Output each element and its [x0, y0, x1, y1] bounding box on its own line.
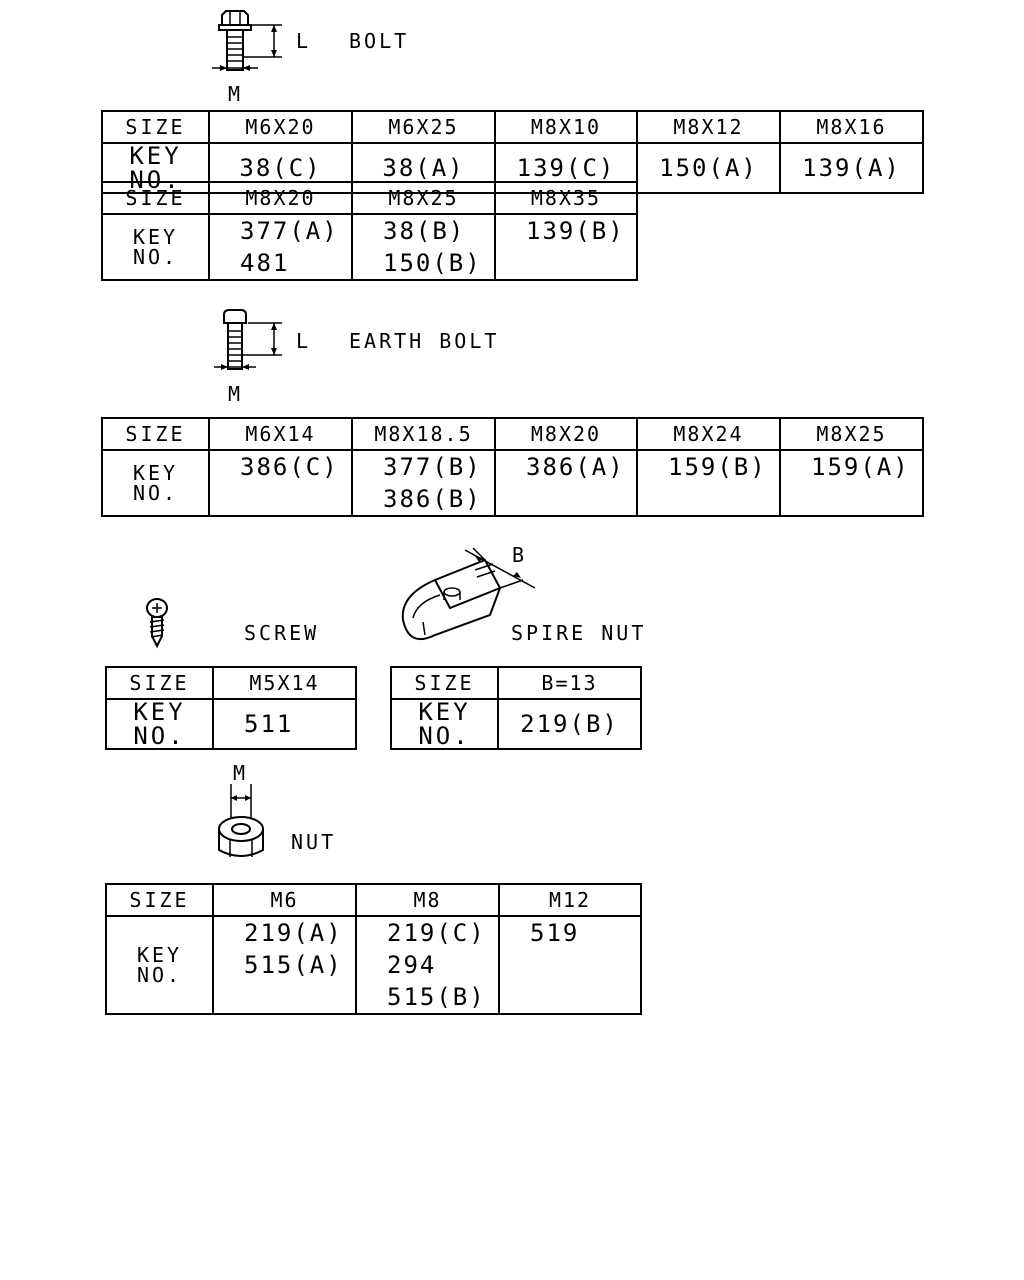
key-no-cell — [780, 450, 923, 516]
size-cell: M8X35 — [495, 182, 637, 214]
key-no-cell — [637, 450, 780, 516]
key-no-value: 386(A) — [526, 453, 625, 481]
key-no-value: 515(A) — [244, 951, 343, 979]
screw-table — [105, 666, 357, 750]
size-cell: M8X12 — [637, 111, 780, 143]
size-cell: M6 — [213, 884, 356, 916]
key-no-header: KEY NO. — [102, 143, 209, 193]
screw-icon — [138, 596, 178, 656]
key-no-value: 377(A) — [240, 217, 339, 245]
bolt-length-label: L — [296, 29, 312, 53]
key-no-cell: 139(A) — [780, 143, 923, 193]
size-cell: M8X16 — [780, 111, 923, 143]
key-no-cell — [495, 450, 637, 516]
key-no-value: 38(B) — [383, 217, 466, 245]
bolt-title: BOLT — [349, 29, 410, 53]
key-no-value: 386(B) — [383, 485, 482, 513]
key-no-cell — [213, 916, 356, 1014]
size-cell: M8X25 — [352, 182, 495, 214]
key-no-cell: 139(C) — [495, 143, 637, 193]
key-no-value: 139(B) — [526, 217, 625, 245]
key-no-cell: 150(A) — [637, 143, 780, 193]
key-no-cell: 38(C) — [209, 143, 352, 193]
bolt-table-2 — [101, 181, 638, 281]
size-cell: M8X18.5 — [352, 418, 495, 450]
spire-nut-title: SPIRE NUT — [511, 621, 647, 645]
size-cell: M6X25 — [352, 111, 495, 143]
key-no-value: 386(C) — [240, 453, 339, 481]
size-cell: M12 — [499, 884, 641, 916]
screw-title: SCREW — [244, 621, 320, 645]
spire-nut-table — [390, 666, 642, 750]
size-header: SIZE — [106, 667, 213, 699]
earth-bolt-diameter-label: M — [228, 382, 244, 406]
key-no-value: 219(C) — [387, 919, 486, 947]
key-no-value: 294 — [387, 951, 437, 979]
key-no-value: 377(B) — [383, 453, 482, 481]
nut-table — [105, 883, 642, 1015]
key-no-cell — [356, 916, 499, 1014]
size-cell: M5X14 — [213, 667, 356, 699]
size-header: SIZE — [106, 884, 213, 916]
key-no-cell — [352, 214, 495, 280]
earth-bolt-table — [101, 417, 924, 517]
earth-bolt-length-label: L — [296, 329, 312, 353]
nut-icon — [212, 782, 272, 862]
nut-title: NUT — [291, 830, 337, 854]
key-no-cell: 511 — [213, 699, 356, 749]
key-no-header: KEY NO. — [391, 699, 498, 749]
size-cell: M8X25 — [780, 418, 923, 450]
key-no-header: KEY NO. — [102, 214, 209, 280]
size-header: SIZE — [102, 418, 209, 450]
size-cell: M8X20 — [209, 182, 352, 214]
size-cell: M6X20 — [209, 111, 352, 143]
flange-bolt-icon — [210, 5, 290, 85]
size-header: SIZE — [391, 667, 498, 699]
earth-bolt-title: EARTH BOLT — [349, 329, 500, 353]
bolt-diameter-label: M — [228, 82, 244, 106]
key-no-header: KEY NO. — [106, 699, 213, 749]
key-no-value: 481 — [240, 249, 290, 277]
size-cell: M8X10 — [495, 111, 637, 143]
key-no-value: 159(A) — [811, 453, 910, 481]
size-header: SIZE — [102, 111, 209, 143]
key-no-header: KEY NO. — [102, 450, 209, 516]
size-cell: B=13 — [498, 667, 641, 699]
size-cell: M8X24 — [637, 418, 780, 450]
key-no-value: 519 — [530, 919, 580, 947]
key-no-cell — [209, 450, 352, 516]
key-no-value: 219(A) — [244, 919, 343, 947]
key-no-cell — [495, 214, 637, 280]
key-no-value: 150(B) — [383, 249, 482, 277]
earth-bolt-icon — [210, 305, 290, 385]
size-cell: M8X20 — [495, 418, 637, 450]
key-no-cell — [209, 214, 352, 280]
key-no-value: 515(B) — [387, 983, 486, 1011]
nut-diameter-label: M — [233, 761, 249, 785]
size-cell: M6X14 — [209, 418, 352, 450]
size-header: SIZE — [102, 182, 209, 214]
key-no-value: 159(B) — [668, 453, 767, 481]
spire-nut-width-label: B — [512, 543, 528, 567]
key-no-header: KEY NO. — [106, 916, 213, 1014]
key-no-cell — [352, 450, 495, 516]
key-no-cell: 219(B) — [498, 699, 641, 749]
size-cell: M8 — [356, 884, 499, 916]
key-no-cell: 38(A) — [352, 143, 495, 193]
key-no-cell — [499, 916, 641, 1014]
